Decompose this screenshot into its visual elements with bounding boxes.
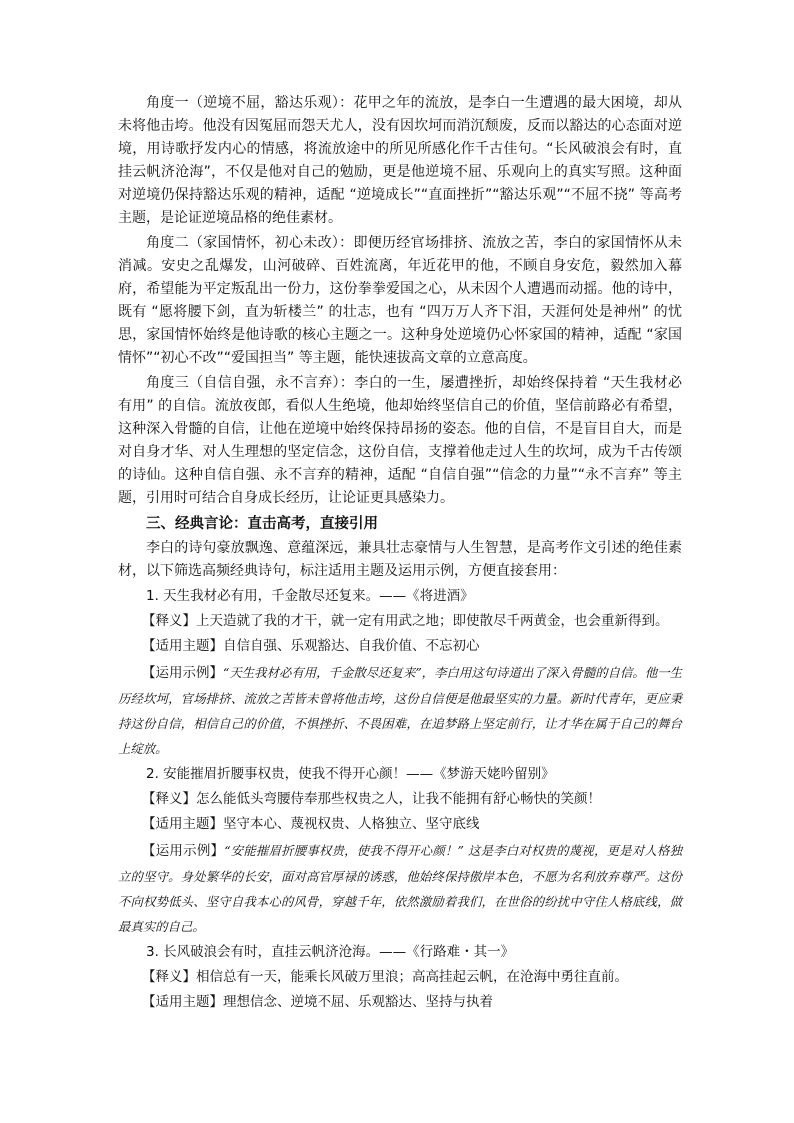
meaning-text: 上天造就了我的才干，就一定有用武之地；即使散尽千两黄金，也会重新得到。 xyxy=(196,613,669,629)
meaning-label: 【释义】 xyxy=(142,791,196,807)
themes-text: 自信自强、乐观豁达、自我价值、不忘初心 xyxy=(223,638,480,654)
paragraph-angle-2: 角度二（家国情怀，初心未改）：即便历经官场排挤、流放之苦，李白的家国情怀从未消减。安史之乱爆发，山河破碎、百姓流离，年近花甲的他，不顾自身安危，毅然加入幕府，希望能为平定叛乱出一份力，这份拳拳爱国之心，从未因个人遭遇而动摇。他的诗中，既有 “愿将腰下剑，直为斩楼兰” 的壮志，也有 “四万万人齐下泪，天涯何处是神州” 的忧思，家国情怀始终是他诗歌的核心主题之一。这种身处逆境仍心怀家国的精神，适配 “家国情怀”“初心不改”“爱国担当” 等主题，能快速拔高文章的立意高度。 xyxy=(118,235,682,366)
themes-label: 【适用主题】 xyxy=(142,638,223,654)
quote-title: 3. 长风破浪会有时，直挂云帆济沧海。——《行路难・其一》 xyxy=(146,944,515,960)
meaning-text: 怎么能低头弯腰侍奉那些权贵之人，让我不能拥有舒心畅快的笑颜！ xyxy=(196,791,601,807)
example-text: “天生我材必有用，千金散尽还复来”，李白用这句诗道出了深入骨髓的自信。他一生历经坎坷，官场排挤、流放之苦皆未曾将他击垮，这份自信便是他最坚实的力量。新时代青年，更应秉持这份自信，相信自己的价值，不惧挫折、不畏困难，在追梦路上坚定前行，让才华在属于自己的舞台上绽放。 xyxy=(118,665,683,756)
quote-example xyxy=(118,838,682,939)
quote-meaning xyxy=(118,788,682,811)
paragraph-angle-1: 角度一（逆境不屈，豁达乐观）：花甲之年的流放，是李白一生遭遇的最大困境，却从未将他击垮。他没有因冤屈而怨天尤人，没有因坎坷而消沉颓废，反而以豁达的心态面对逆境，用诗歌抒发内心的情感，将流放途中的所见所感化作千古佳句。“长风破浪会有时，直挂云帆济沧海”，不仅是他对自己的勉励，更是他逆境不屈、乐观向上的真实写照。这种面对逆境仍保持豁达乐观的精神，适配 “逆境成长”“直面挫折”“豁达乐观”“不屈不挠” 等高考主题，是论证逆境品格的绝佳素材。 xyxy=(118,95,682,226)
example-label: 【运用示例】 xyxy=(142,843,225,859)
document-page xyxy=(118,92,682,1014)
paragraph-angle-3: 角度三（自信自强，永不言弃）：李白的一生，屡遭挫折，却始终保持着 “天生我材必有用” 的自信。流放夜郎，看似人生绝境，他却始终坚信自己的价值，坚信前路必有希望，这种深入骨髓的自信，让他在逆境中始终保持昂扬的姿态。他的自信，不是盲目自大，而是对自身才华、对人生理想的坚定信念，这份自信，支撑着他走过人生的坎坷，成为千古传颂的诗仙。这种自信自强、永不言弃的精神，适配 “自信自强”“信念的力量”“永不言弃” 等主题，引用时可结合自身成长经历，让论证更具感染力。 xyxy=(118,375,682,506)
quote-themes xyxy=(118,991,682,1014)
quote-title: 2. 安能摧眉折腰事权贵，使我不得开心颜！——《梦游天姥吟留别》 xyxy=(146,766,555,782)
quote-themes xyxy=(118,635,682,658)
example-text: “安能摧眉折腰事权贵，使我不得开心颜！” 这是李白对权贵的蔑视，更是对人格独立的坚守。身处繁华的长安，面对高官厚禄的诱惑，他始终保持傲岸本色，不愿为名利放弃尊严。这份不向权势低头、坚守自我本心的风骨，穿越千年，依然激励着我们，在世俗的纷扰中守住人格底线，做最真实的自己。 xyxy=(118,843,683,934)
themes-text: 理想信念、逆境不屈、乐观豁达、坚持与执着 xyxy=(223,994,493,1010)
themes-text: 坚守本心、蔑视权贵、人格独立、坚守底线 xyxy=(223,816,480,832)
themes-label: 【适用主题】 xyxy=(142,816,223,832)
quote-meaning xyxy=(118,966,682,989)
quote-meaning xyxy=(118,610,682,633)
quote-example xyxy=(118,660,682,761)
quote-themes xyxy=(118,813,682,836)
section-heading: 三、经典言论：直击高考，直接引用 xyxy=(146,516,378,532)
quote-title: 1. 天生我材必有用，千金散尽还复来。——《将进酒》 xyxy=(146,588,474,604)
meaning-text: 相信总有一天，能乘长风破万里浪；高高挂起云帆，在沧海中勇往直前。 xyxy=(196,969,628,985)
section-intro: 李白的诗句豪放飘逸、意蕴深远，兼具壮志豪情与人生智慧，是高考作文引述的绝佳素材，以下筛选高频经典诗句，标注适用主题及运用示例，方便直接套用： xyxy=(118,540,682,579)
example-label: 【运用示例】 xyxy=(142,665,224,681)
meaning-label: 【释义】 xyxy=(142,613,196,629)
themes-label: 【适用主题】 xyxy=(142,994,223,1010)
meaning-label: 【释义】 xyxy=(142,969,196,985)
